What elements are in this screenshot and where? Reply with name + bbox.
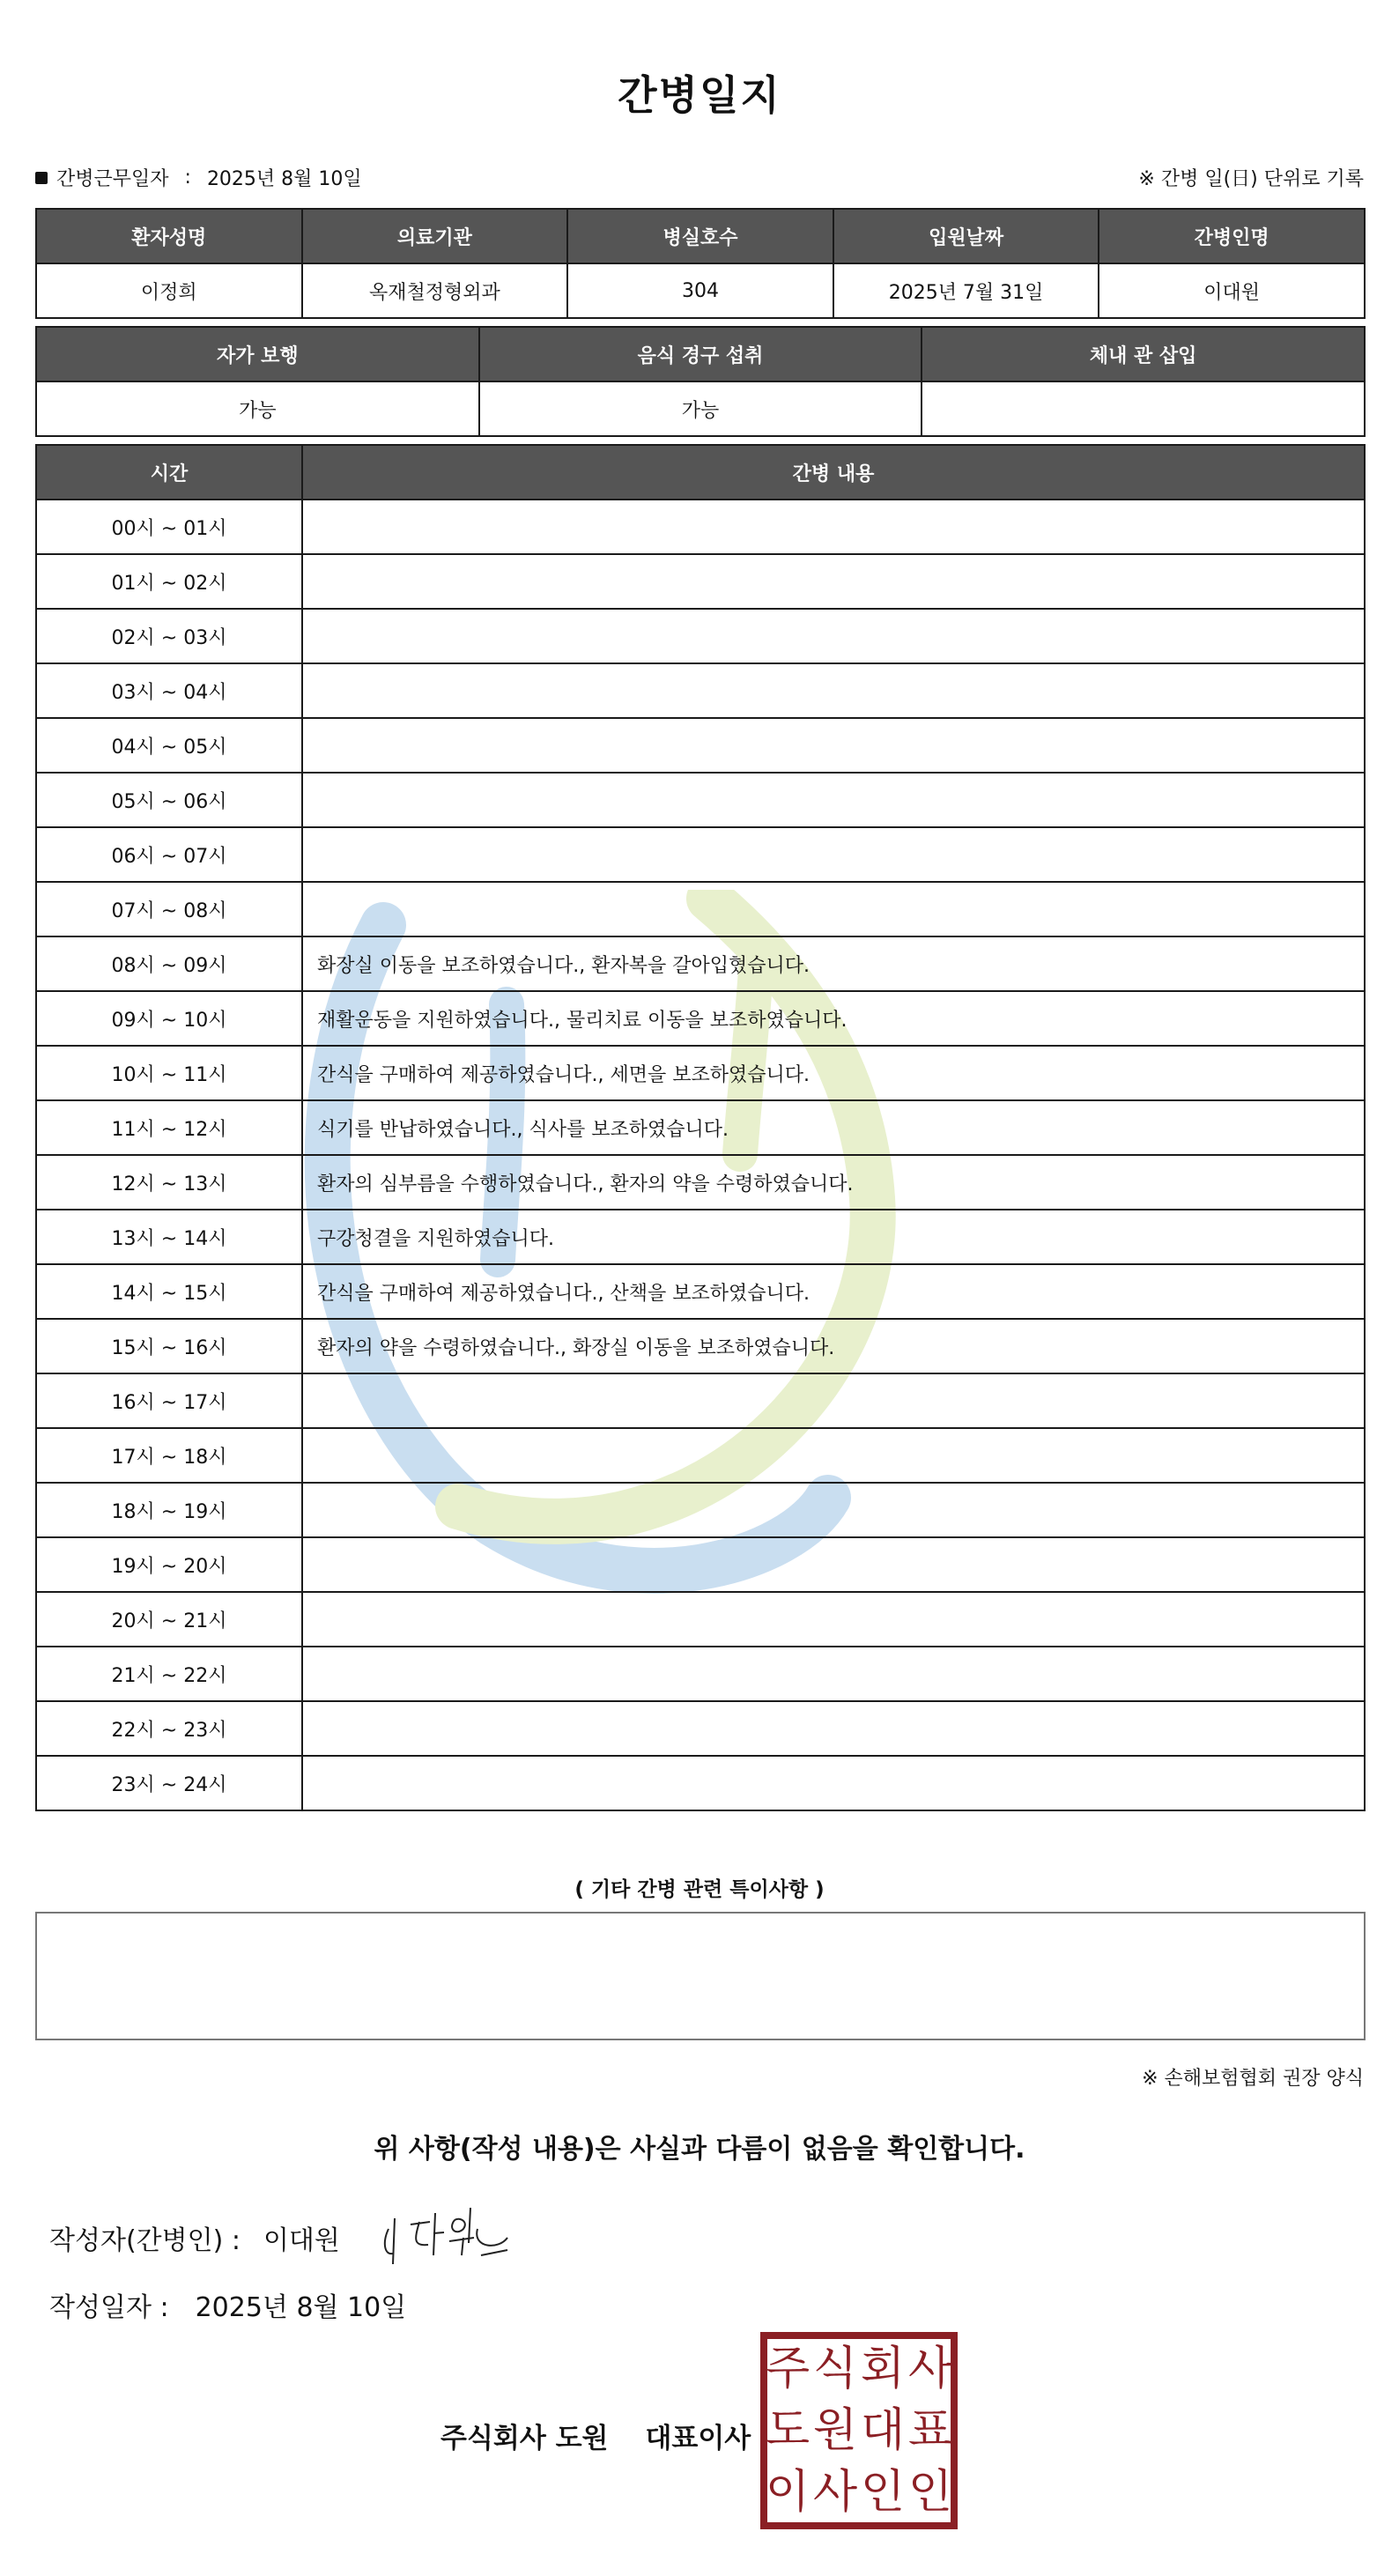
care-content: 환자의 약을 수령하였습니다., 화장실 이동을 보조하였습니다. xyxy=(302,1319,1365,1373)
work-date-value: 2025년 8월 10일 xyxy=(206,168,362,190)
care-content xyxy=(302,827,1365,882)
time-slot: 19시 ~ 20시 xyxy=(36,1537,302,1592)
time-slot: 18시 ~ 19시 xyxy=(36,1483,302,1537)
time-slot: 09시 ~ 10시 xyxy=(36,991,302,1046)
care-log-row xyxy=(36,1701,1365,1756)
patient-status-header-row xyxy=(36,327,1365,381)
care-log-row xyxy=(36,609,1365,663)
care-log-row xyxy=(36,718,1365,773)
care-log-row xyxy=(36,936,1365,991)
care-content: 환자의 심부름을 수행하였습니다., 환자의 약을 수령하였습니다. xyxy=(302,1155,1365,1210)
care-content xyxy=(302,773,1365,827)
handwritten-signature-icon xyxy=(375,2202,534,2273)
care-log-row xyxy=(36,1592,1365,1647)
time-slot: 20시 ~ 21시 xyxy=(36,1592,302,1647)
header-patient-name: 환자성명 xyxy=(36,209,302,263)
care-log-row xyxy=(36,1210,1365,1264)
work-date-separator: : xyxy=(184,167,191,189)
time-slot: 02시 ~ 03시 xyxy=(36,609,302,663)
care-log-row xyxy=(36,991,1365,1046)
tube-insertion-value xyxy=(922,381,1365,436)
care-log-row xyxy=(36,500,1365,554)
time-slot: 14시 ~ 15시 xyxy=(36,1264,302,1319)
time-slot: 05시 ~ 06시 xyxy=(36,773,302,827)
care-log-row xyxy=(36,554,1365,609)
care-content xyxy=(302,663,1365,718)
written-date-value: 2025년 8월 10일 xyxy=(195,2292,407,2323)
care-content: 간식을 구매하여 제공하였습니다., 산책을 보조하였습니다. xyxy=(302,1264,1365,1319)
care-content xyxy=(302,1647,1365,1701)
time-slot: 21시 ~ 22시 xyxy=(36,1647,302,1701)
seal-character: 원 xyxy=(812,2404,858,2457)
work-date-label: 간병근무일자 xyxy=(56,168,169,190)
seal-character: 인 xyxy=(860,2466,906,2519)
writer-name: 이대원 xyxy=(263,2225,340,2256)
seal-character: 주 xyxy=(765,2343,811,2395)
written-date-label: 작성일자 : xyxy=(49,2292,169,2323)
care-log-row xyxy=(36,1756,1365,1810)
care-content: 식기를 반납하였습니다., 식사를 보조하였습니다. xyxy=(302,1100,1365,1155)
time-slot: 00시 ~ 01시 xyxy=(36,500,302,554)
work-date-row xyxy=(35,164,362,191)
notes-label: ( 기타 간병 관련 특이사항 ) xyxy=(574,1878,825,1901)
care-content xyxy=(302,500,1365,554)
care-content: 간식을 구매하여 제공하였습니다., 세면을 보조하였습니다. xyxy=(302,1046,1365,1100)
care-log-row xyxy=(36,1100,1365,1155)
company-line xyxy=(440,2416,751,2455)
care-content xyxy=(302,1592,1365,1647)
time-slot: 12시 ~ 13시 xyxy=(36,1155,302,1210)
time-slot: 13시 ~ 14시 xyxy=(36,1210,302,1264)
care-content xyxy=(302,1483,1365,1537)
page-title: 간병일지 xyxy=(618,71,781,119)
time-slot: 03시 ~ 04시 xyxy=(36,663,302,718)
seal-character: 표 xyxy=(907,2404,953,2457)
care-log-table xyxy=(35,444,1366,1811)
care-log-row xyxy=(36,827,1365,882)
seal-character: 대 xyxy=(860,2404,906,2457)
patient-name: 이정희 xyxy=(36,263,302,318)
caregiver-name: 이대원 xyxy=(1099,263,1365,318)
care-content xyxy=(302,1701,1365,1756)
care-log-row xyxy=(36,1319,1365,1373)
time-slot: 07시 ~ 08시 xyxy=(36,882,302,936)
time-slot: 11시 ~ 12시 xyxy=(36,1100,302,1155)
time-slot: 04시 ~ 05시 xyxy=(36,718,302,773)
care-log-row xyxy=(36,1373,1365,1428)
care-content: 구강청결을 지원하였습니다. xyxy=(302,1210,1365,1264)
notes-box xyxy=(35,1912,1366,2040)
written-date-row xyxy=(49,2285,406,2324)
care-log-row xyxy=(36,1647,1365,1701)
care-content xyxy=(302,1756,1365,1810)
care-log-row xyxy=(36,1155,1365,1210)
seal-character: 이 xyxy=(765,2466,811,2519)
seal-character: 사 xyxy=(812,2466,858,2519)
care-log-row xyxy=(36,882,1365,936)
care-log-row xyxy=(36,1537,1365,1592)
time-slot: 16시 ~ 17시 xyxy=(36,1373,302,1428)
care-log-row xyxy=(36,1483,1365,1537)
time-slot: 22시 ~ 23시 xyxy=(36,1701,302,1756)
care-content xyxy=(302,554,1365,609)
header-hospital: 의료기관 xyxy=(302,209,568,263)
seal-character: 사 xyxy=(907,2343,953,2395)
company-name: 주식회사 도원 xyxy=(440,2423,609,2454)
recommend-note: ※ 손해보험협회 권장 양식 xyxy=(1142,2068,1364,2090)
patient-info-header-row xyxy=(36,209,1365,263)
header-admission-date: 입원날짜 xyxy=(833,209,1099,263)
time-slot: 23시 ~ 24시 xyxy=(36,1756,302,1810)
writer-label: 작성자(간병인) : xyxy=(49,2225,241,2256)
patient-info-value-row xyxy=(36,263,1365,318)
header-care-content: 간병 내용 xyxy=(302,445,1365,500)
header-oral-intake: 음식 경구 섭취 xyxy=(479,327,922,381)
unit-note: ※ 간병 일(日) 단위로 기록 xyxy=(1138,168,1364,190)
care-content: 재활운동을 지원하였습니다., 물리치료 이동을 보조하였습니다. xyxy=(302,991,1365,1046)
self-walking-value: 가능 xyxy=(36,381,479,436)
care-content xyxy=(302,1373,1365,1428)
care-content xyxy=(302,1428,1365,1483)
time-slot: 01시 ~ 02시 xyxy=(36,554,302,609)
room-number: 304 xyxy=(567,263,833,318)
care-content xyxy=(302,718,1365,773)
care-log-row xyxy=(36,773,1365,827)
care-log-row xyxy=(36,1264,1365,1319)
care-content xyxy=(302,609,1365,663)
care-content: 화장실 이동을 보조하였습니다., 환자복을 갈아입혔습니다. xyxy=(302,936,1365,991)
seal-character: 도 xyxy=(765,2404,811,2457)
header-self-walking: 자가 보행 xyxy=(36,327,479,381)
care-log-header-row xyxy=(36,445,1365,500)
time-slot: 10시 ~ 11시 xyxy=(36,1046,302,1100)
time-slot: 08시 ~ 09시 xyxy=(36,936,302,991)
care-content xyxy=(302,1537,1365,1592)
seal-character: 인 xyxy=(907,2466,953,2519)
care-content xyxy=(302,882,1365,936)
patient-status-value-row xyxy=(36,381,1365,436)
care-log-row xyxy=(36,663,1365,718)
admission-date: 2025년 7월 31일 xyxy=(833,263,1099,318)
patient-status-table xyxy=(35,326,1366,437)
care-log-row xyxy=(36,1428,1365,1483)
time-slot: 06시 ~ 07시 xyxy=(36,827,302,882)
square-bullet-icon xyxy=(35,172,48,184)
seal-character: 회 xyxy=(860,2343,906,2395)
header-caregiver-name: 간병인명 xyxy=(1099,209,1365,263)
care-log-row xyxy=(36,1046,1365,1100)
oral-intake-value: 가능 xyxy=(479,381,922,436)
header-tube-insertion: 체내 관 삽입 xyxy=(922,327,1365,381)
header-time: 시간 xyxy=(36,445,302,500)
time-slot: 15시 ~ 16시 xyxy=(36,1319,302,1373)
time-slot: 17시 ~ 18시 xyxy=(36,1428,302,1483)
seal-character: 식 xyxy=(812,2343,858,2395)
company-seal-stamp-icon xyxy=(759,2331,959,2530)
patient-info-table xyxy=(35,208,1366,319)
hospital-name: 옥재철정형외과 xyxy=(302,263,568,318)
writer-row xyxy=(49,2218,340,2257)
company-title: 대표이사 xyxy=(645,2423,751,2454)
confirmation-text: 위 사항(작성 내용)은 사실과 다름이 없음을 확인합니다. xyxy=(374,2134,1025,2165)
header-room-number: 병실호수 xyxy=(567,209,833,263)
